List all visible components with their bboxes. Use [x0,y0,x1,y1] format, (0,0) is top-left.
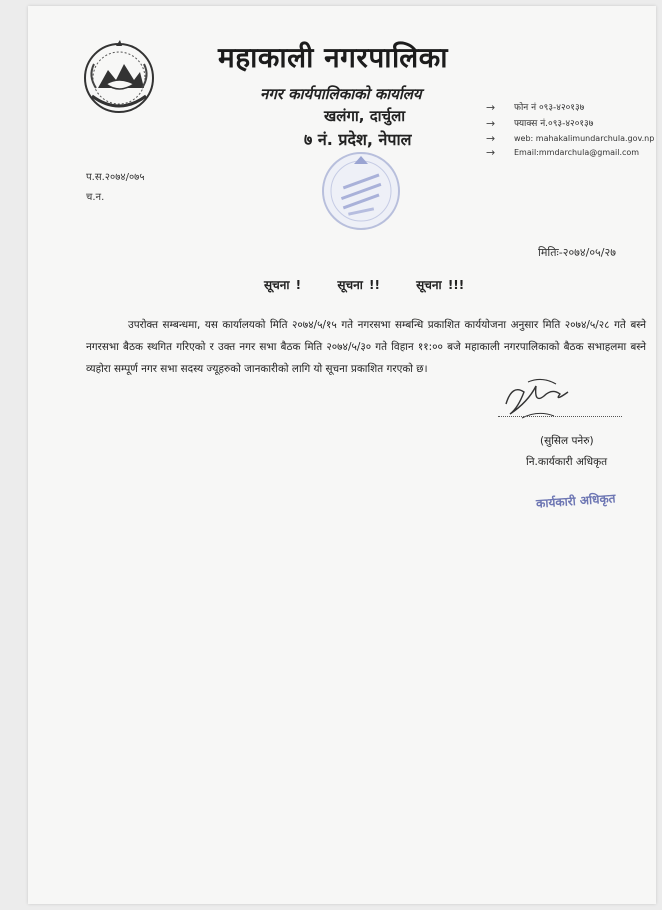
web-row [480,132,660,146]
letter-date: मितिः-२०७४/०५/२७ [538,246,616,259]
signature-line [498,416,622,417]
email-text: Email:mmdarchula@gmail.com [514,148,640,157]
dispatch-number: च.न. [86,192,105,203]
office-address: खलंगा, दार्चुला [324,107,406,125]
phone-row [480,100,660,116]
notice-heading [264,276,494,293]
notice-body [86,314,646,380]
office-seal-stamp [318,148,404,234]
officer-rubber-stamp: कार्यकारी अधिकृत [535,491,616,511]
handwritten-signature [498,374,578,422]
letter-page [28,6,656,904]
contact-block [480,100,660,160]
fax-row [480,116,660,132]
arrow-icon: → [486,101,496,114]
notice-heading-1: सूचना ! [264,278,302,292]
web-text: web: mahakalimundarchula.gov.np [514,134,655,143]
fax-text: फ्याक्स नं.०९३-४२०१३७ [514,119,594,129]
office-name: नगर कार्यपालिकाको कार्यालय [260,85,422,103]
arrow-icon: → [486,146,496,159]
arrow-icon: → [486,132,496,145]
signatory-title: नि.कार्यकारी अधिकृत [526,456,608,468]
signatory-name: (सुसिल पनेरु) [540,435,594,447]
email-row [480,146,660,160]
municipality-title: महाकाली नगरपालिका [218,41,449,74]
phone-text: फोन नं ०९३-४२०१३७ [514,103,585,113]
letter-number: प.स.२०७४/०७५ [86,172,145,183]
notice-heading-2: सूचना !! [337,278,380,292]
province-line: ७ नं. प्रदेश, नेपाल [304,130,412,149]
arrow-icon: → [486,117,496,130]
nepal-emblem-logo [78,36,160,118]
notice-heading-3: सूचना !!! [416,278,465,292]
notice-paragraph: उपरोक्त सम्बन्धमा, यस कार्यालयको मिति २०७४/५/१५ गते नगरसभा सम्बन्धि प्रकाशित कार्ययोजना अनुसार मिति २०७४/५/२८ गते बस्ने नगरसभा बैठक स्थगित गरिएको र उक्त नगर सभा बैठक मिति २०७४/५/३० गते विहान ११:०० बजे महाकाली नगरपालिकाको बैठक सभाहलमा बस्ने व्यहोरा सम्पूर्ण नगर सभा सदस्य ज्यूहरुको जानकारीको लागि यो सूचना प्रकाशित गरएको छ। [86,319,646,375]
